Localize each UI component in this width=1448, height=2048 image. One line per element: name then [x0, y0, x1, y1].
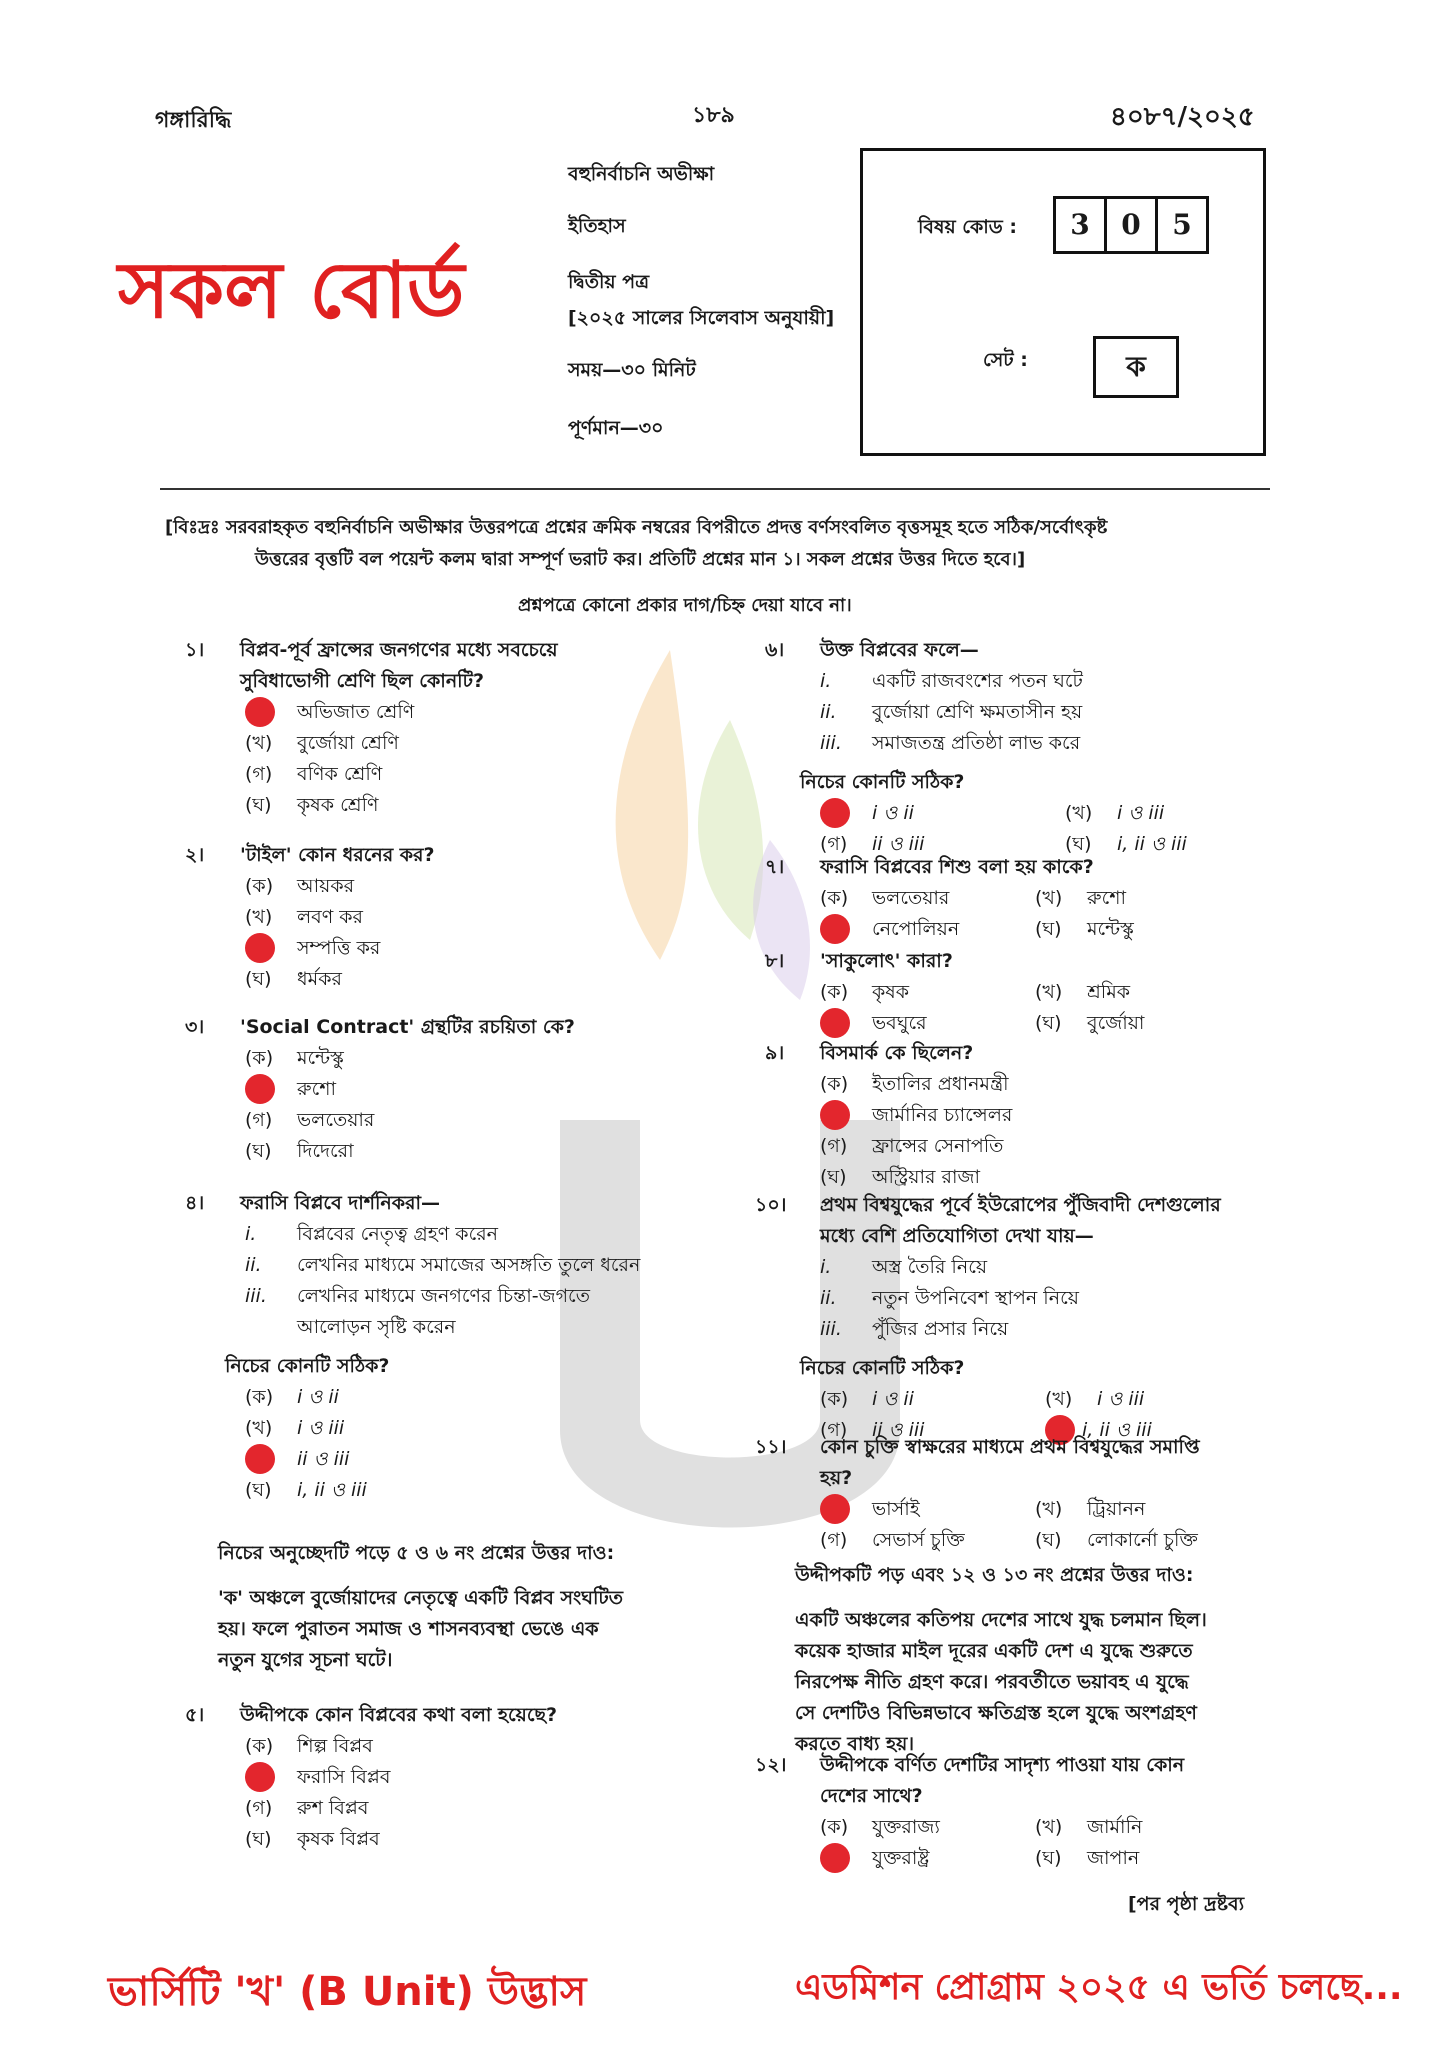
question-stem: বিপ্লব-পূর্ব ফ্রান্সের জনগণের মধ্যে সবচেয়ে [240, 639, 558, 661]
question-11: ১১। কোন চুক্তি স্বাক্ষরের মাধ্যমে প্রথম বিশ্বযুদ্ধের সমাপ্তি হয়? ভার্সাই (খ) ট্রিয়ানন (গ) সেভার্স চুক্তি (ঘ) লোকার্নো চুক্তি [755, 1432, 1285, 1556]
option-c[interactable]: (গ) ভলতেয়ার [245, 1109, 375, 1131]
passage-1 [218, 1538, 688, 1676]
page-number: ১৮৯ [692, 103, 735, 128]
all-boards-title: সকল বোর্ড [118, 246, 465, 336]
footer-right-ad: এডমিশন প্রোগ্রাম ২০২৫ এ ভর্তি চলছে... [795, 1967, 1403, 2008]
footer-left-ad: ভার্সিটি 'খ' (B Unit) উদ্ভাস [108, 1969, 587, 2015]
question-10: ১০। প্রথম বিশ্বযুদ্ধের পূর্বে ইউরোপের পুঁজিবাদী দেশগুলোর মধ্যে বেশি প্রতিযোগিতা দেখা যায়— i. অস্ত্র তৈরি নিয়ে ii. নতুন উপনিবেশ স্থাপন নিয়ে iii. পুঁজির প্রসার নিয়ে নিচের কোনটি সঠিক? (ক) i ও ii (খ) i ও iii (গ) ii ও iii i, ii ও iii [755, 1190, 1285, 1446]
statement-i: i. অস্ত্র তৈরি নিয়ে [820, 1256, 988, 1278]
statement-iii-cont: আলোড়ন সৃষ্টি করেন [297, 1316, 456, 1338]
question-number: ১। [185, 639, 205, 661]
question-stem: মধ্যে বেশি প্রতিযোগিতা দেখা যায়— [820, 1225, 1094, 1247]
question-number: ১২। [755, 1754, 787, 1776]
question-stem: উক্ত বিপ্লবের ফলে— [820, 639, 979, 661]
instruction-line-1: [বিঃদ্রঃ সরবরাহকৃত বহুনির্বাচনি অভীক্ষার উত্তরপত্রে প্রশ্নের ক্রমিক নম্বরের বিপরীতে প্রদত্ত বর্ণসংবলিত বৃত্তসমূহ হতে সঠিক/সর্বোৎকৃষ্ট [165, 517, 1108, 538]
filled-answer-dot [820, 1494, 850, 1524]
option-d[interactable]: (ঘ) i, ii ও iii [245, 1479, 367, 1501]
board-hint: গঙ্গারিদ্ধি [155, 108, 232, 133]
question-stem: উদ্দীপকে বর্ণিত দেশটির সাদৃশ্য পাওয়া যায় কোন [820, 1754, 1185, 1776]
option-a[interactable]: (ক) মন্টেস্কু [245, 1047, 344, 1069]
question-number: ৫। [185, 1704, 205, 1726]
question-number: ২। [185, 844, 205, 866]
question-stem: ফরাসি বিপ্লবের শিশু বলা হয় কাকে? [820, 856, 1094, 878]
question-4 [185, 1188, 745, 1506]
option-a[interactable]: অভিজাত শ্রেণি [245, 697, 745, 728]
subject-code-label: বিষয় কোড : [918, 216, 1018, 238]
subject-code [1053, 196, 1209, 254]
passage-text: নতুন যুগের সূচনা ঘটে। [218, 1649, 393, 1671]
instruction-line-2: উত্তরের বৃত্তটি বল পয়েন্ট কলম দ্বারা সম্পূর্ণ ভরাট কর। প্রতিটি প্রশ্নের মান ১। সকল প্রশ্নের উত্তর দিতে হবে।] [255, 549, 1026, 570]
statement-ii: ii. লেখনির মাধ্যমে সমাজের অসঙ্গতি তুলে ধরেন [245, 1254, 641, 1276]
subject: ইতিহাস [568, 215, 626, 237]
option-d[interactable]: (ঘ) ধর্মকর [245, 968, 342, 990]
question-1 [185, 635, 745, 821]
statement-iii: iii. লেখনির মাধ্যমে জনগণের চিন্তা-জগতে [245, 1285, 590, 1307]
passage-text: কয়েক হাজার মাইল দূরের একটি দেশ এ যুদ্ধে শুরুতে [795, 1640, 1193, 1662]
option-b[interactable]: (খ) বুর্জোয়া শ্রেণি [245, 732, 399, 754]
question-stem: হয়? [820, 1467, 853, 1489]
option-d[interactable]: (ঘ) অস্ট্রিয়ার রাজা [820, 1166, 980, 1188]
filled-answer-dot [245, 933, 275, 963]
question-2 [185, 840, 745, 995]
option-b[interactable]: রুশো [245, 1074, 745, 1105]
filled-answer-dot [820, 1008, 850, 1038]
question-8: ৮। 'সাকুলোৎ' কারা? (ক) কৃষক (খ) শ্রমিক ভবঘুরে (ঘ) বুর্জোয়া [765, 946, 1285, 1039]
syllabus: [২০২৫ সালের সিলেবাস অনুযায়ী] [568, 307, 835, 329]
code-digit: 5 [1158, 196, 1209, 254]
filled-answer-dot [245, 1074, 275, 1104]
question-stem: ফরাসি বিপ্লবে দার্শনিকরা— [240, 1192, 441, 1214]
question-stem: বিসমার্ক কে ছিলেন? [820, 1042, 974, 1064]
code-box [860, 148, 1266, 456]
filled-answer-dot [245, 1762, 275, 1792]
question-number: ১১। [755, 1436, 787, 1458]
passage-text: 'ক' অঞ্চলে বুর্জোয়াদের নেতৃত্বে একটি বিপ্লব সংঘটিত [218, 1587, 624, 1609]
option-row-1: i ও ii (খ) i ও iii [820, 798, 1285, 829]
question-5 [185, 1700, 745, 1855]
question-9 [765, 1038, 1285, 1193]
option-a[interactable]: (ক) আয়কর [245, 875, 355, 897]
option-b[interactable]: (খ) লবণ কর [245, 906, 364, 928]
divider [160, 488, 1270, 490]
option-a[interactable]: (ক) ইতালির প্রধানমন্ত্রী [820, 1073, 1009, 1095]
statement-ii: ii. নতুন উপনিবেশ স্থাপন নিয়ে [820, 1287, 1079, 1309]
question-stem: উদ্দীপকে কোন বিপ্লবের কথা বলা হয়েছে? [240, 1704, 558, 1726]
option-d[interactable]: (ঘ) কৃষক শ্রেণি [245, 794, 379, 816]
question-12: ১২। উদ্দীপকে বর্ণিত দেশটির সাদৃশ্য পাওয়া যায় কোন দেশের সাথে? (ক) যুক্তরাজ্য (খ) জার্মানি যুক্তরাষ্ট্র (ঘ) জাপান [755, 1750, 1285, 1874]
statement-i: i. বিপ্লবের নেতৃত্ব গ্রহণ করেন [245, 1223, 499, 1245]
question-stem: প্রথম বিশ্বযুদ্ধের পূর্বে ইউরোপের পুঁজিবাদী দেশগুলোর [820, 1194, 1221, 1216]
set-label: সেট : [983, 349, 1028, 371]
code-digit: 3 [1053, 196, 1107, 254]
question-number: ৪। [185, 1192, 205, 1214]
passage-2 [795, 1560, 1260, 1760]
next-page-note: [পর পৃষ্ঠা দ্রষ্টব্য [1128, 1893, 1245, 1915]
question-7: ৭। ফরাসি বিপ্লবের শিশু বলা হয় কাকে? (ক) ভলতেয়ার (খ) রুশো নেপোলিয়ন (ঘ) মন্টেস্কু [765, 852, 1285, 945]
which-correct: নিচের কোনটি সঠিক? [800, 1357, 965, 1379]
passage-text: করতে বাধ্য হয়। [795, 1733, 915, 1755]
passage-text: নিরপেক্ষ নীতি গ্রহণ করে। পরবর্তীতে ভয়াবহ এ যুদ্ধে [795, 1671, 1189, 1693]
question-6 [765, 635, 1285, 860]
filled-answer-dot [820, 1843, 850, 1873]
question-stem: 'সাকুলোৎ' কারা? [820, 950, 953, 972]
passage-text: হয়। ফলে পুরাতন সমাজ ও শাসনব্যবস্থা ভেঙে এক [218, 1618, 599, 1640]
filled-answer-dot [820, 798, 850, 828]
question-stem: সুবিধাভোগী শ্রেণি ছিল কোনটি? [240, 670, 484, 692]
filled-answer-dot [245, 697, 275, 727]
time: সময়—৩০ মিনিট [568, 359, 696, 381]
filled-answer-dot [245, 1444, 275, 1474]
passage-text: সে দেশটিও বিভিন্নভাবে ক্ষতিগ্রস্ত হলে যুদ্ধে অংশগ্রহণ [795, 1702, 1197, 1724]
statement-ii: ii. বুর্জোয়া শ্রেণি ক্ষমতাসীন হয় [820, 701, 1083, 723]
passage-intro: উদ্দীপকটি পড় এবং ১২ ও ১৩ নং প্রশ্নের উত্তর দাও: [795, 1564, 1194, 1586]
exam-code: ৪০৮৭/২০২৫ [1110, 102, 1255, 132]
option-b[interactable]: জার্মানির চ্যান্সেলর [820, 1100, 1285, 1131]
option-b[interactable]: (খ) i ও iii [245, 1417, 345, 1439]
instruction-line-3: প্রশ্নপত্রে কোনো প্রকার দাগ/চিহ্ন দেয়া যাবে না। [518, 595, 852, 616]
statement-iii: iii. সমাজতন্ত্র প্রতিষ্ঠা লাভ করে [820, 732, 1081, 754]
filled-answer-dot [820, 914, 850, 944]
question-3 [185, 1012, 745, 1167]
option-a[interactable]: (ক) i ও ii [245, 1386, 339, 1408]
question-number: ৬। [765, 639, 785, 661]
full-marks: পূর্ণমান—৩০ [568, 417, 664, 439]
question-number: ৯। [765, 1042, 785, 1064]
option-b[interactable]: ফরাসি বিপ্লব [245, 1762, 745, 1793]
question-stem: 'Social Contract' গ্রন্থটির রচয়িতা কে? [240, 1016, 575, 1038]
paper: দ্বিতীয় পত্র [568, 271, 650, 293]
option-c[interactable]: সম্পত্তি কর [245, 933, 745, 964]
question-stem: দেশের সাথে? [820, 1785, 923, 1807]
exam-type: বহুনির্বাচনি অভীক্ষা [568, 163, 715, 185]
question-stem: কোন চুক্তি স্বাক্ষরের মাধ্যমে প্রথম বিশ্বযুদ্ধের সমাপ্তি [820, 1436, 1200, 1458]
question-number: ৩। [185, 1016, 205, 1038]
option-d[interactable]: (ঘ) দিদেরো [245, 1140, 354, 1162]
option-c[interactable]: (গ) রুশ বিপ্লব [245, 1797, 369, 1819]
code-digit: 0 [1107, 196, 1158, 254]
which-correct: নিচের কোনটি সঠিক? [800, 771, 965, 793]
statement-iii: iii. পুঁজির প্রসার নিয়ে [820, 1318, 1009, 1340]
option-d[interactable]: (ঘ) কৃষক বিপ্লব [245, 1828, 380, 1850]
option-c[interactable]: ii ও iii [245, 1444, 745, 1475]
passage-intro: নিচের অনুচ্ছেদটি পড়ে ৫ ও ৬ নং প্রশ্নের উত্তর দাও: [218, 1542, 615, 1564]
question-number: ৭। [765, 856, 785, 878]
option-c[interactable]: (গ) ফ্রান্সের সেনাপতি [820, 1135, 1004, 1157]
which-correct: নিচের কোনটি সঠিক? [225, 1355, 390, 1377]
question-number: ১০। [755, 1194, 787, 1216]
set-value: ক [1093, 336, 1179, 398]
option-a[interactable]: (ক) শিল্প বিপ্লব [245, 1735, 373, 1757]
statement-i: i. একটি রাজবংশের পতন ঘটে [820, 670, 1083, 692]
filled-answer-dot [820, 1100, 850, 1130]
question-number: ৮। [765, 950, 785, 972]
passage-text: একটি অঞ্চলের কতিপয় দেশের সাথে যুদ্ধ চলমান ছিল। [795, 1609, 1207, 1631]
option-row-2: (গ) ii ও iii (ঘ) i, ii ও iii [820, 833, 1187, 855]
option-c[interactable]: (গ) বণিক শ্রেণি [245, 763, 383, 785]
question-stem: 'টাইল' কোন ধরনের কর? [240, 844, 435, 866]
